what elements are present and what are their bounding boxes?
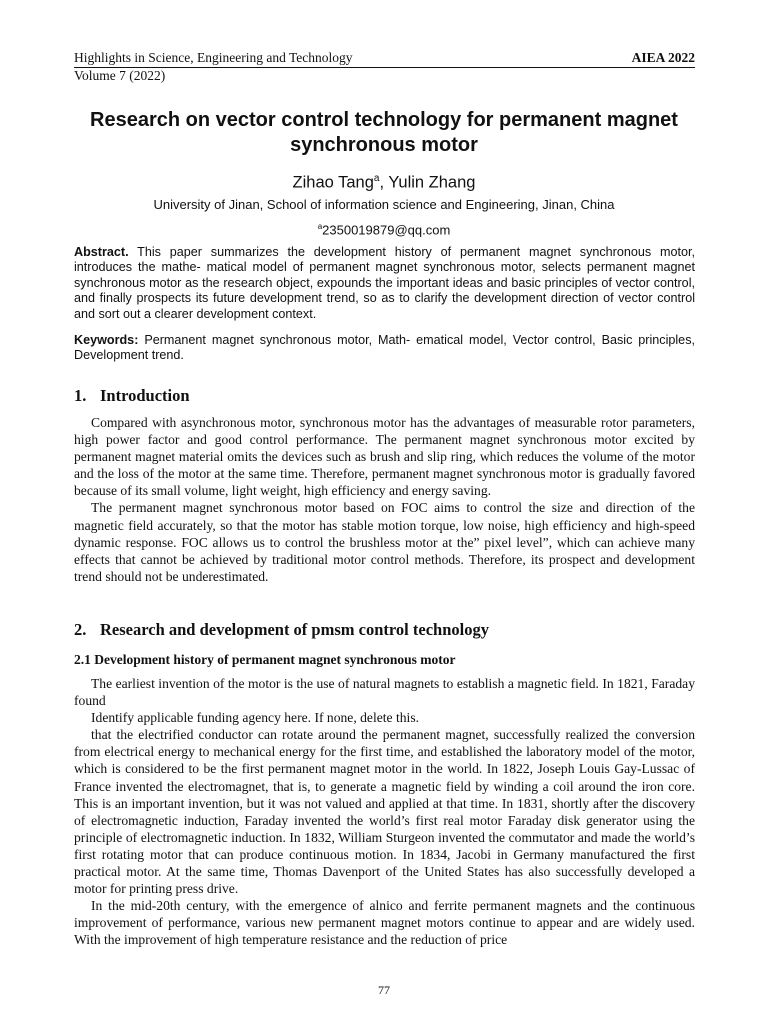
section-number: 2.	[74, 620, 87, 639]
author-affiliation-mark: a	[373, 173, 380, 184]
email-mark: a	[317, 222, 323, 231]
section-number: 1.	[74, 386, 87, 405]
section-title: Research and development of pmsm control technology	[100, 620, 489, 639]
paragraph: The earliest invention of the motor is the use of natural magnets to establish a magnetic field. In 1821, Faraday found	[74, 676, 695, 709]
abstract	[74, 245, 695, 322]
page-number: 77	[378, 983, 390, 997]
email-line	[60, 218, 708, 238]
section-title: Introduction	[100, 386, 190, 405]
header-row	[74, 50, 695, 68]
email-address[interactable]: 2350019879@qq.com	[322, 222, 451, 238]
introduction-body	[74, 414, 695, 585]
keywords-text: Permanent magnet synchronous motor, Math- ematical model, Vector control, Basic principles, Development trend.	[74, 333, 695, 363]
paragraph: In the mid-20th century, with the emergence of alnico and ferrite permanent magnets and the continuous improvement of performance, various new permanent magnet motors continue to appear and are widely used. With the improvement of high temperature resistance and the reduction of price	[74, 898, 695, 948]
author-name: Zihao Tang	[292, 173, 374, 192]
volume-label: Volume 7 (2022)	[74, 68, 166, 83]
paragraph: The permanent magnet synchronous motor based on FOC aims to control the size and direction of the magnetic field accurately, so that the motor has stable motion torque, low noise, high efficiency and high-speed dynamic response. FOC allows us to control the brushless motor at the” pixel level”, which can achieve many effects that cannot be achieved by traditional motor control methods. Therefore, its prospect and development trend should not be underestimated.	[74, 500, 695, 584]
keywords	[74, 333, 695, 364]
paper-title: Research on vector control technology for permanent magnet synchronous motor	[90, 109, 678, 156]
abstract-text: This paper summarizes the development history of permanent magnet synchronous motor, introduces the mathe- matical model of permanent magnet synchronous motor, selects permanent magnet synchronous motor as the research object, expounds the important ideas and basic principles of vector control, and finally prospects its future development trend, so as to clarify the development direction of vector control and sort out a clearer development context.	[74, 245, 695, 321]
subsection-heading: 2.1 Development history of permanent magnet synchronous motor	[74, 652, 456, 667]
keywords-label: Keywords:	[74, 333, 139, 347]
running-header	[74, 50, 695, 84]
author-name: Yulin Zhang	[388, 173, 476, 192]
journal-name: Highlights in Science, Engineering and Technology	[74, 50, 353, 65]
affiliation: University of Jinan, School of information science and Engineering, Jinan, China	[153, 197, 615, 212]
section-heading-introduction	[74, 386, 695, 406]
abstract-label: Abstract.	[74, 245, 129, 259]
history-body	[74, 675, 695, 949]
paragraph: that the electrified conductor can rotate around the permanent magnet, successfully realized the conversion from electrical energy to mechanical energy for the first time, and established the laboratory model of the motor, which is considered to be the first permanent magnet motor in the world. In 1822, Joseph Louis Gay-Lussac of France invented the electromagnet, that is, to generate a magnetic field by winding a coil around the iron core. This is an important invention, but it was not valued and applied at that time. In 1831, shortly after the discovery of electromagnetic induction, Faraday invented the world’s first real motor Faraday disk generator using the principle of electromagnetic induction. In 1832, William Sturgeon invented the commutator and made the world’s first rotating motor that can produce continuous motion. In 1834, Jacobi in Germany manufactured the first practical motor. At the same time, Thomas Davenport of the United States has also successfully developed a motor for printing press drive.	[74, 727, 695, 897]
conference-name: AIEA 2022	[631, 50, 695, 65]
author-separator: ,	[379, 173, 389, 192]
paragraph: Identify applicable funding agency here. If none, delete this.	[91, 710, 420, 726]
author-line	[60, 169, 708, 193]
section-heading-research	[74, 620, 695, 640]
paragraph: Compared with asynchronous motor, synchronous motor has the advantages of measurable rotor parameters, high power factor and good control performance. The permanent magnet synchronous motor excited by permanent magnet material omits the devices such as brush and slip ring, which reduces the volume of the motor and the loss of the motor at the same time. Therefore, permanent magnet synchronous motor is gradually favored because of its small volume, light weight, high efficiency and energy saving.	[74, 415, 695, 499]
